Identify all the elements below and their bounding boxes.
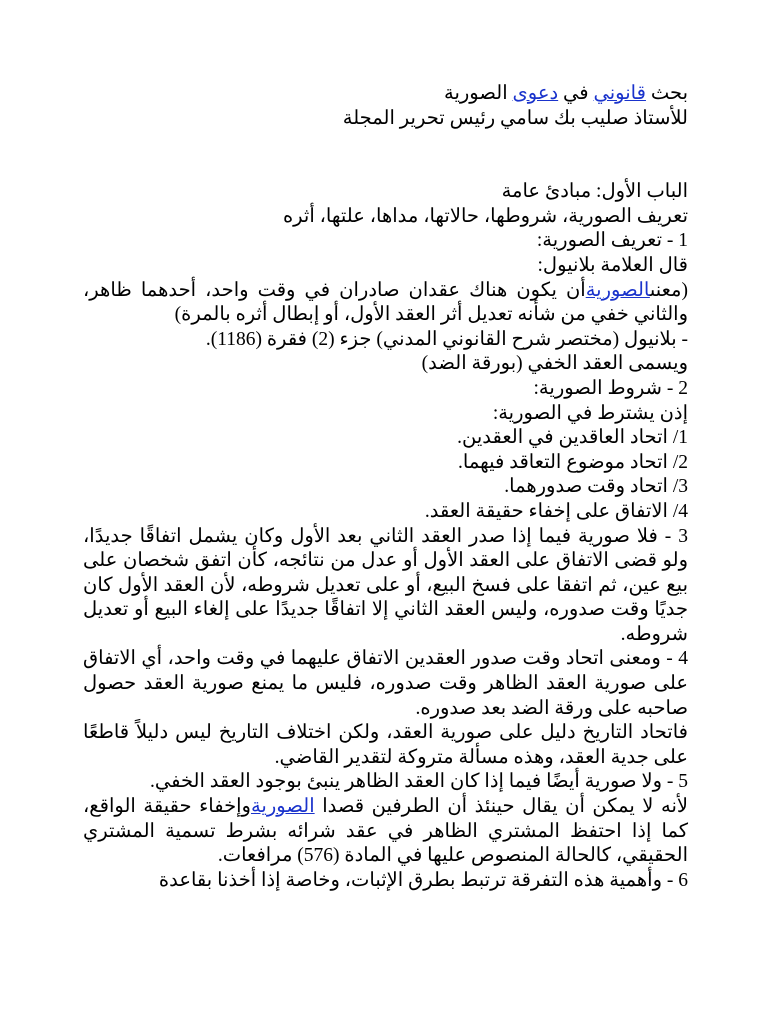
paragraph-5: 5 - ولا صورية أيضًا فيما إذا كان العقد الظاهر ينبئ بوجود العقد الخفي. <box>149 771 688 793</box>
chapter-subtitle: تعريف الصورية، شروطها، حالاتها، مداها، علتها، أثره <box>282 205 688 227</box>
condition-item: 1/ اتحاد العاقدين في العقدين. <box>457 427 688 449</box>
title-suffix: الصورية <box>443 83 508 104</box>
paragraph-3: 3 - فلا صورية فيما إذا صدر العقد الثاني بعد الأول وكان يشمل اتفاقًا جديدًا، ولو قضى الاتفاق على العقد الأول أو عدل من نتائجه، كأن اتفق شخصان على بيع عين، ثم اتفقا على فسخ البيع، أو على تعديل شروطه، لأن العقد الأول كان جديًا وقت صدوره، وليس العقد الثاني إلا اتفاقًا جديدًا على إلغاء البيع أو تعديل شروطه. <box>83 525 689 645</box>
quote-body: أن يكون هناك عقدان صادران في وقت واحد، أحدهما ظاهر، والثاني خفي من شأنه تعديل أثر العقد الأول، أو إبطال أثره بالمرة) <box>83 279 688 326</box>
link-suriya-1[interactable]: الصورية <box>585 279 650 301</box>
paragraph-4b: فاتحاد التاريخ دليل على صورية العقد، ولكن اختلاف التاريخ ليس دليلاً قاطعًا على جدية العقد، وهذه مسألة متروكة لتقدير القاضي. <box>83 722 688 768</box>
section-2-title: 2 - شروط الصورية: <box>533 377 688 399</box>
paragraph-6: 6 - وأهمية هذه التفرقة ترتبط بطرق الإثبات، وخاصة إذا أخذنا بقاعدة <box>158 869 688 891</box>
paragraph-5b <box>83 795 688 869</box>
quote-open: (معنى <box>649 279 688 301</box>
condition-item: 2/ اتحاد موضوع التعاقد فيهما. <box>458 451 688 473</box>
link-dawa[interactable]: دعوى <box>512 83 559 104</box>
section-1-intro: قال العلامة بلانيول: <box>537 254 688 276</box>
document-author: للأستاذ صليب بك سامي رئيس تحرير المجلة <box>342 107 688 129</box>
section-2-intro: إذن يشترط في الصورية: <box>492 402 688 424</box>
planiol-reference: - بلانيول (مختصر شرح القانوني المدني) جزء (2) فقرة (1186). <box>205 328 688 350</box>
section-1-title: 1 - تعريف الصورية: <box>536 230 688 252</box>
condition-item: 3/ اتحاد وقت صدورهما. <box>504 476 688 498</box>
document-title <box>83 82 688 107</box>
link-suriya-2[interactable]: الصورية <box>250 796 315 818</box>
paragraph-4: 4 - ومعنى اتحاد وقت صدور العقدين الاتفاق عليهما في وقت واحد، أي الاتفاق على صورية العقد الظاهر وقت صدوره، فليس ما يمنع صورية العقد حصول صاحبه على ورقة الضد بعد صدوره. <box>83 648 688 719</box>
document-body <box>83 82 688 893</box>
hidden-contract-note: ويسمى العقد الخفي (بورقة الضد) <box>421 353 688 375</box>
chapter-title: الباب الأول: مبادئ عامة <box>501 181 688 203</box>
title-mid: في <box>563 83 589 104</box>
definition-quote <box>83 279 688 328</box>
p5b-rest: وإخفاء حقيقة الواقع، كما إذا احتفظ المشتري الظاهر في عقد شرائه بشرط تسمية المشتري الحقيقي، كالحالة المنصوص عليها في المادة (576) مرافعات. <box>83 796 688 867</box>
condition-item: 4/ الاتفاق على إخفاء حقيقة العقد. <box>424 500 688 522</box>
spacer <box>83 131 688 180</box>
link-qanuni[interactable]: قانوني <box>593 83 646 104</box>
p5b-start: لأنه لا يمكن أن يقال حينئذ أن الطرفين قصدا <box>322 796 688 818</box>
title-prefix: بحث <box>650 83 688 104</box>
